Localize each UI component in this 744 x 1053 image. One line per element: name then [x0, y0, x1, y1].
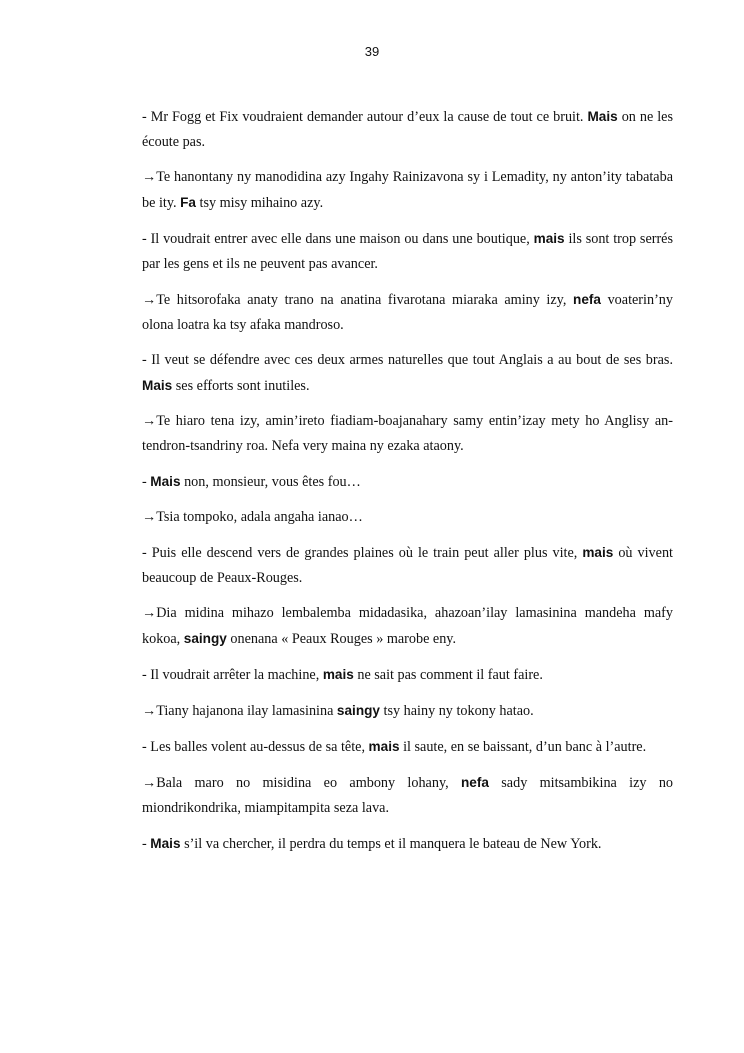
text-segment: - Il voudrait entrer avec elle dans une maison ou dans une boutique,	[142, 231, 534, 247]
text-segment: -	[142, 836, 151, 852]
bold-conjunction: nefa	[573, 292, 601, 307]
document-body	[142, 104, 673, 867]
text-segment: - Il veut se défendre avec ces deux armes naturelles que tout Anglais a au bout de ses bras.	[142, 352, 673, 368]
text-segment: onenana « Peaux Rouges » marobe eny.	[226, 631, 457, 647]
bold-conjunction: Mais	[150, 474, 181, 489]
text-segment: -	[142, 474, 151, 490]
text-segment: non, monsieur, vous êtes fou…	[180, 474, 361, 490]
paragraph	[142, 505, 673, 530]
text-segment: - Puis elle descend vers de grandes plaines où le train peut aller plus vite,	[142, 545, 583, 561]
text-segment: où vivent beaucoup de Peaux-Rouges.	[142, 545, 673, 586]
text-segment: sady mitsambikina izy no miondrikondrika, miampitampita seza lava.	[142, 775, 674, 816]
bold-conjunction: Fa	[180, 195, 196, 210]
bold-conjunction: saingy	[183, 631, 227, 646]
text-segment: →Te hitsorofaka anaty trano na anatina fivarotana miaraka aminy izy,	[142, 292, 574, 308]
paragraph	[142, 469, 673, 495]
paragraph	[142, 698, 673, 724]
text-segment: tsy hainy ny tokony hatao.	[380, 703, 534, 719]
text-segment: voaterin’ny olona loatra ka tsy afaka mandroso.	[142, 292, 673, 333]
paragraph	[142, 734, 673, 760]
bold-conjunction: nefa	[461, 775, 489, 790]
paragraph	[142, 601, 673, 652]
text-segment: ils sont trop serrés par les gens et ils ne peuvent pas avancer.	[142, 231, 674, 272]
text-segment: ne sait pas comment il faut faire.	[353, 667, 543, 683]
paragraph	[142, 831, 673, 857]
text-segment: →Te hanontany ny manodidina azy Ingahy Rainizavona sy i Lemadity, ny anton’ity tabataba be ity.	[142, 169, 673, 211]
text-segment: tsy misy mihaino azy.	[195, 195, 324, 211]
bold-conjunction: mais	[368, 739, 400, 754]
text-segment: →Te hiaro tena izy, amin’ireto fiadiam-boajanahary samy entin’izay mety ho Anglisy an-tendron-tsandriny roa. Nefa very maina ny ezaka ataony.	[142, 413, 673, 454]
text-segment: →Dia midina mihazo lembalemba midadasika, ahazoan’ilay lamasinina mandeha mafy kokoa,	[142, 605, 673, 647]
page-number: 39	[364, 44, 380, 59]
paragraph	[142, 348, 673, 399]
bold-conjunction: Mais	[150, 836, 181, 851]
bold-conjunction: mais	[582, 545, 614, 560]
text-segment: - Les balles volent au-dessus de sa tête,	[142, 739, 369, 755]
paragraph	[142, 287, 673, 338]
paragraph	[142, 226, 673, 277]
paragraph	[142, 540, 673, 591]
text-segment: →Tsia tompoko, adala angaha ianao…	[142, 509, 363, 525]
bold-conjunction: mais	[533, 231, 565, 246]
paragraph	[142, 409, 673, 459]
bold-conjunction: Mais	[142, 378, 173, 393]
text-segment: il saute, en se baissant, d’un banc à l’autre.	[399, 739, 647, 755]
paragraph	[142, 770, 673, 821]
text-segment: on ne les écoute pas.	[142, 109, 673, 150]
text-segment: - Mr Fogg et Fix voudraient demander autour d’eux la cause de tout ce bruit.	[142, 109, 588, 125]
text-segment: →Tiany hajanona ilay lamasinina	[142, 703, 337, 719]
bold-conjunction: mais	[322, 667, 354, 682]
bold-conjunction: saingy	[336, 703, 380, 718]
text-segment: →Bala maro no misidina eo ambony lohany,	[142, 775, 461, 791]
text-segment: s’il va chercher, il perdra du temps et il manquera le bateau de New York.	[180, 836, 602, 852]
paragraph	[142, 165, 673, 216]
bold-conjunction: Mais	[587, 109, 618, 124]
paragraph	[142, 662, 673, 688]
text-segment: - Il voudrait arrêter la machine,	[142, 667, 323, 683]
text-segment: ses efforts sont inutiles.	[172, 378, 310, 394]
paragraph	[142, 104, 673, 155]
